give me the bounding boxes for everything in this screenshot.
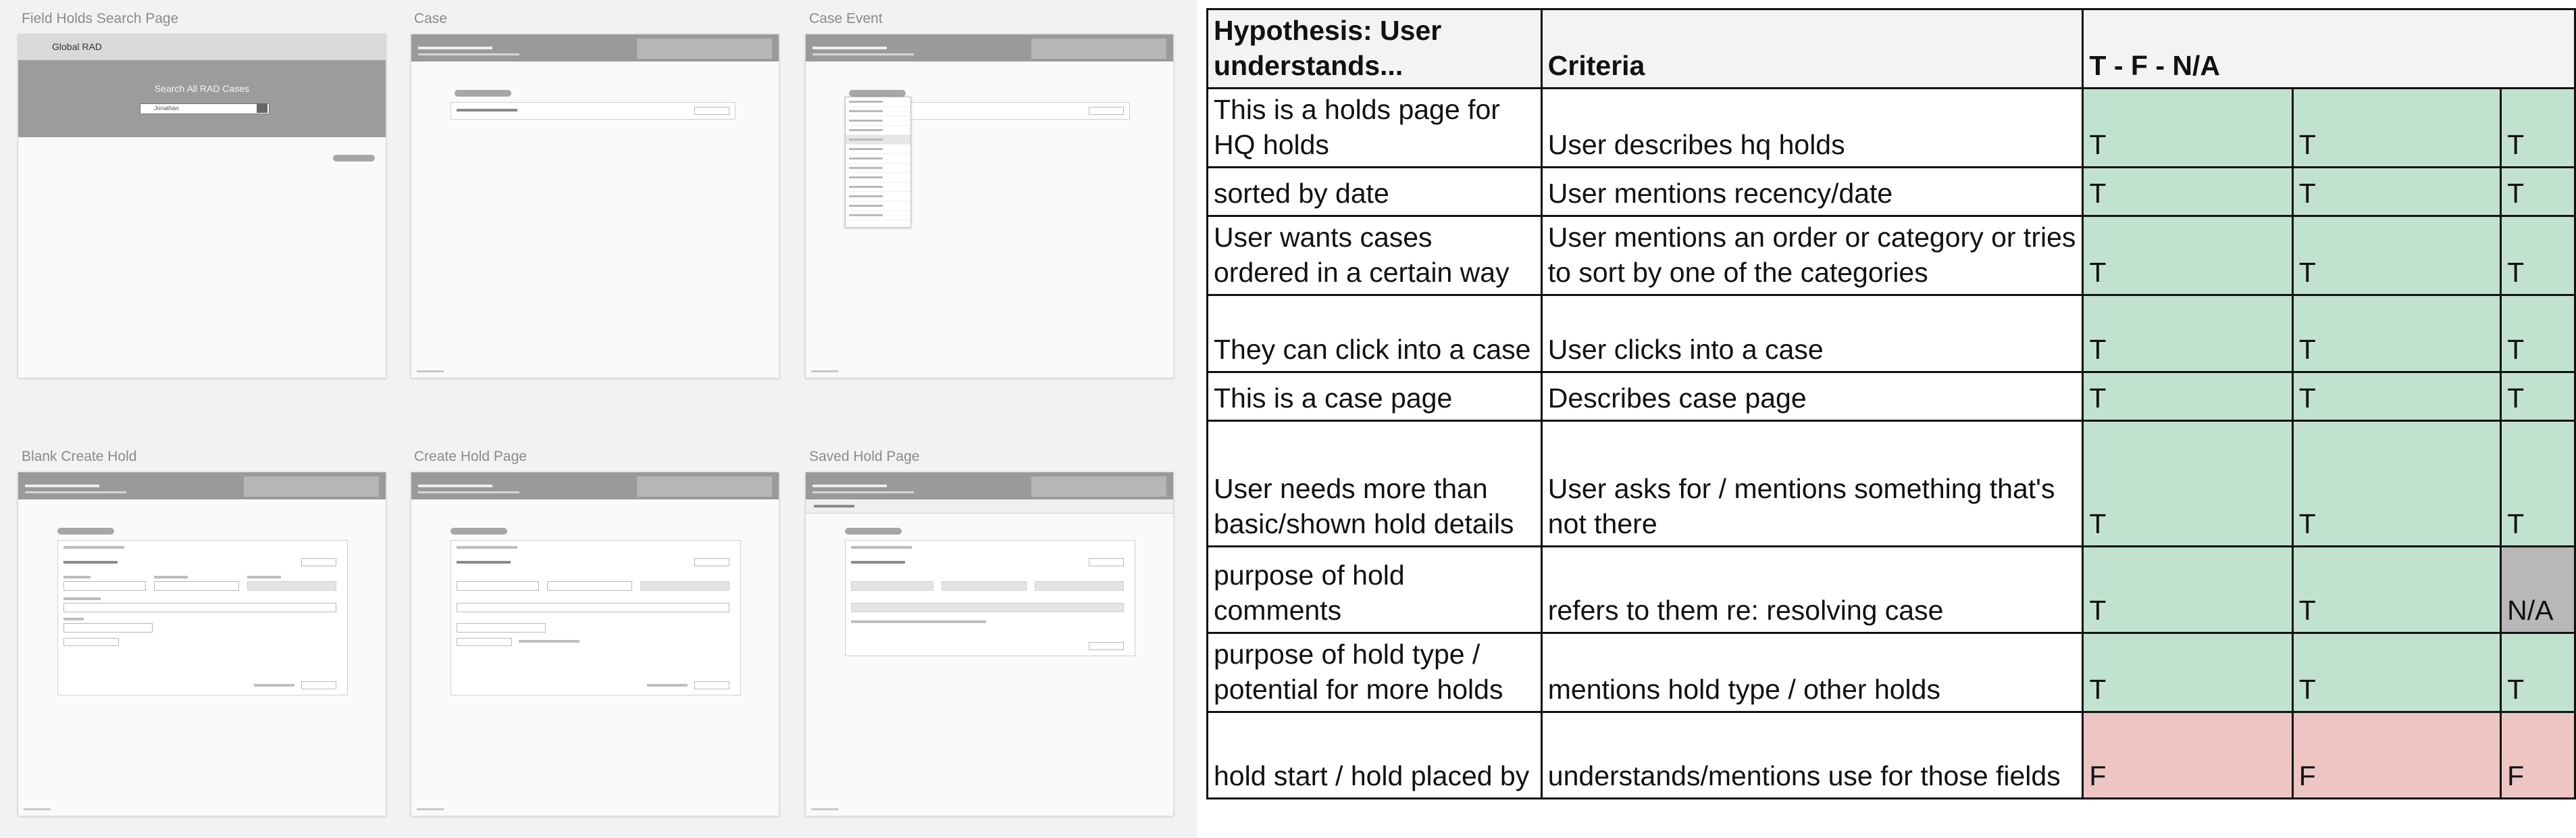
attached-documents-label xyxy=(519,640,579,643)
case-name-placeholder xyxy=(418,47,492,49)
blank-hold-tabs-placeholder xyxy=(25,491,126,493)
saved-hold-info-panel xyxy=(1031,476,1166,497)
result-cell: T xyxy=(2083,421,2292,547)
table-row xyxy=(1208,633,2575,712)
hold-form-card[interactable] xyxy=(57,540,348,695)
interview-worksheet-card[interactable] xyxy=(450,102,736,120)
hold-title-label xyxy=(457,561,511,564)
add-hold-button[interactable] xyxy=(845,528,902,535)
hypothesis-table xyxy=(1206,8,2576,799)
hold-comments-value xyxy=(851,603,1124,612)
case-event-name-placeholder xyxy=(813,47,887,49)
success-toast-text xyxy=(814,505,854,508)
create-hold-name-placeholder xyxy=(418,485,492,487)
event-type-dropdown[interactable] xyxy=(845,97,911,228)
hold-type-select[interactable] xyxy=(63,581,146,591)
hypothesis-cell: This is a holds page for HQ holds xyxy=(1208,89,1542,168)
saved-hold-name-placeholder xyxy=(813,485,887,487)
add-event-button[interactable] xyxy=(849,90,906,97)
blank-hold-name-placeholder xyxy=(25,485,99,487)
worksheet-label xyxy=(63,546,124,549)
table-row xyxy=(1208,712,2575,799)
criteria-cell: understands/mentions use for those fields xyxy=(1541,712,2083,799)
dropdown-option-selected[interactable] xyxy=(846,135,910,145)
criteria-cell: User describes hq holds xyxy=(1541,89,2083,168)
dropdown-option[interactable] xyxy=(846,173,910,182)
saved-hold-tabs-placeholder xyxy=(813,491,914,493)
criteria-cell: refers to them re: resolving case xyxy=(1541,547,2083,633)
worksheet-label xyxy=(457,109,517,112)
frame-footer xyxy=(417,808,444,810)
table-header-row xyxy=(1208,9,2575,89)
result-cell: T xyxy=(2083,547,2292,633)
frame-header-label: Global RAD xyxy=(52,41,102,52)
result-cell: T xyxy=(2292,89,2500,168)
hold-comments-label xyxy=(63,597,101,600)
frame-header-bar xyxy=(18,34,386,60)
hypothesis-cell: purpose of hold comments xyxy=(1208,547,1542,633)
frame-footer xyxy=(811,808,838,810)
frame-field-holds-search[interactable] xyxy=(18,34,386,378)
result-cell: T xyxy=(2501,89,2575,168)
hold-placed-by-label xyxy=(247,576,281,578)
result-cell: T xyxy=(2501,216,2575,295)
table-row xyxy=(1208,421,2575,547)
result-cell: T xyxy=(2083,89,2292,168)
table-body xyxy=(1208,89,2575,799)
result-cell: T xyxy=(2292,421,2500,547)
criteria-cell: Describes case page xyxy=(1541,372,2083,421)
frame-title-saved-hold: Saved Hold Page xyxy=(809,449,920,464)
dropdown-option[interactable] xyxy=(846,201,910,211)
case-event-info-panel xyxy=(1031,39,1166,59)
result-cell: T xyxy=(2292,168,2500,216)
save-button[interactable] xyxy=(301,558,336,566)
result-cell: T xyxy=(2083,216,2292,295)
hold-title-label xyxy=(63,561,118,564)
add-hold-button[interactable] xyxy=(450,528,507,535)
dropdown-option[interactable] xyxy=(846,116,910,126)
result-cell: T xyxy=(2292,216,2500,295)
dropdown-option[interactable] xyxy=(846,107,910,116)
criteria-cell: User clicks into a case xyxy=(1541,295,2083,372)
hold-type-select[interactable] xyxy=(457,581,539,591)
frame-create-hold[interactable] xyxy=(411,472,779,816)
hold-type-value xyxy=(851,581,933,591)
frame-saved-hold[interactable] xyxy=(805,472,1174,816)
table-row xyxy=(1208,168,2575,216)
frame-footer xyxy=(811,370,838,372)
frame-case-event[interactable] xyxy=(805,34,1174,378)
header-result: T - F - N/A xyxy=(2083,9,2575,89)
result-cell: T xyxy=(2501,295,2575,372)
result-cell: T xyxy=(2292,372,2500,421)
blank-hold-header-bar xyxy=(18,472,386,499)
dropdown-option[interactable] xyxy=(846,192,910,201)
case-event-header-bar xyxy=(806,34,1173,61)
edit-button-bottom[interactable] xyxy=(1089,642,1124,650)
table-row xyxy=(1208,295,2575,372)
hold-form-card[interactable] xyxy=(450,540,741,695)
create-hold-tabs-placeholder xyxy=(418,491,519,493)
dropdown-option[interactable] xyxy=(846,154,910,164)
saved-hold-card[interactable] xyxy=(845,540,1135,656)
hold-placed-by-field xyxy=(640,581,729,591)
case-header-bar xyxy=(411,34,779,61)
region-select[interactable] xyxy=(457,623,546,633)
hypothesis-table-wrap xyxy=(1206,8,2576,830)
table-row xyxy=(1208,216,2575,295)
create-hold-header-bar xyxy=(411,472,779,499)
hypothesis-cell: User needs more than basic/shown hold details xyxy=(1208,421,1542,547)
frame-title-blank-create-hold: Blank Create Hold xyxy=(22,449,137,464)
success-toast xyxy=(806,499,1173,514)
criteria-cell: mentions hold type / other holds xyxy=(1541,633,2083,712)
hold-placed-by-value xyxy=(1035,581,1124,591)
table-row xyxy=(1208,89,2575,168)
dropdown-option[interactable] xyxy=(846,164,910,173)
save-button-bottom[interactable] xyxy=(694,681,729,689)
hypothesis-cell: sorted by date xyxy=(1208,168,1542,216)
hold-comments-input[interactable] xyxy=(457,603,729,612)
result-cell: T xyxy=(2292,295,2500,372)
result-cell: T xyxy=(2083,372,2292,421)
frame-footer xyxy=(417,370,444,372)
search-input-value: Jonathan xyxy=(154,105,180,112)
result-cell: T xyxy=(2083,633,2292,712)
region-select[interactable] xyxy=(63,623,153,633)
attached-documents-label xyxy=(851,620,986,623)
hold-start-input[interactable] xyxy=(154,581,239,591)
hypothesis-cell: This is a case page xyxy=(1208,372,1542,421)
hypothesis-cell: User wants cases ordered in a certain way xyxy=(1208,216,1542,295)
result-cell: T xyxy=(2501,633,2575,712)
region-label xyxy=(63,618,84,620)
create-case-button[interactable] xyxy=(333,155,375,162)
result-cell: F xyxy=(2083,712,2292,799)
frame-title-search: Field Holds Search Page xyxy=(22,11,179,26)
case-tabs-placeholder xyxy=(418,53,519,55)
search-hero-text: Search All RAD Cases xyxy=(154,83,250,94)
add-hold-button[interactable] xyxy=(57,528,114,535)
hold-start-value xyxy=(942,581,1027,591)
search-hero xyxy=(18,60,386,137)
header-criteria: Criteria xyxy=(1541,9,2083,89)
create-hold-info-panel xyxy=(637,476,772,497)
hold-start-label xyxy=(154,576,188,578)
hypothesis-cell: They can click into a case xyxy=(1208,295,1542,372)
table-row xyxy=(1208,547,2575,633)
result-cell: T xyxy=(2501,168,2575,216)
criteria-cell: User mentions recency/date xyxy=(1541,168,2083,216)
hypothesis-cell: purpose of hold type / potential for more holds xyxy=(1208,633,1542,712)
saved-hold-header-bar xyxy=(806,472,1173,499)
frame-title-create-hold: Create Hold Page xyxy=(414,449,527,464)
search-button[interactable] xyxy=(257,103,267,113)
result-cell: T xyxy=(2501,372,2575,421)
search-input[interactable] xyxy=(140,103,269,114)
dropdown-option[interactable] xyxy=(846,182,910,192)
hold-type-label xyxy=(63,576,91,578)
frame-title-case: Case xyxy=(414,11,448,26)
result-cell: T xyxy=(2083,295,2292,372)
result-cell: T xyxy=(2083,168,2292,216)
frame-title-case-event: Case Event xyxy=(809,11,883,26)
add-documents-button[interactable] xyxy=(457,638,512,646)
result-cell: F xyxy=(2292,712,2500,799)
criteria-cell: User asks for / mentions something that's not there xyxy=(1541,421,2083,547)
add-documents-button[interactable] xyxy=(63,638,119,646)
blank-hold-info-panel xyxy=(244,476,379,497)
hypothesis-cell: hold start / hold placed by xyxy=(1208,712,1542,799)
edit-button[interactable] xyxy=(1089,558,1124,566)
result-cell: T xyxy=(2501,421,2575,547)
frame-footer xyxy=(24,808,51,810)
hold-start-input[interactable] xyxy=(547,581,632,591)
dropdown-option[interactable] xyxy=(846,126,910,135)
dropdown-option[interactable] xyxy=(846,211,910,220)
header-hypothesis: Hypothesis: User understands... xyxy=(1208,9,1542,89)
frame-case[interactable] xyxy=(411,34,779,378)
result-cell: T xyxy=(2292,633,2500,712)
save-button-bottom[interactable] xyxy=(301,681,336,689)
result-cell: N/A xyxy=(2501,547,2575,633)
case-info-panel xyxy=(637,39,772,59)
worksheet-label xyxy=(851,546,912,549)
dropdown-option[interactable] xyxy=(846,97,910,107)
result-cell: T xyxy=(2292,547,2500,633)
frame-blank-create-hold[interactable] xyxy=(18,472,386,816)
save-button[interactable] xyxy=(694,558,729,566)
dropdown-option[interactable] xyxy=(846,145,910,154)
table-row xyxy=(1208,372,2575,421)
hold-title-label xyxy=(851,561,905,564)
result-cell: F xyxy=(2501,712,2575,799)
cancel-and-discard-link[interactable] xyxy=(254,684,294,687)
case-event-tabs-placeholder xyxy=(813,53,914,55)
wireframe-board xyxy=(0,0,1197,838)
worksheet-label xyxy=(457,546,517,549)
hold-placed-by-field xyxy=(247,581,336,591)
hold-comments-input[interactable] xyxy=(63,603,336,612)
worksheet-action[interactable] xyxy=(694,107,729,115)
add-hold-button[interactable] xyxy=(455,90,511,97)
criteria-cell: User mentions an order or category or tries to sort by one of the categories xyxy=(1541,216,2083,295)
event-card-action[interactable] xyxy=(1089,107,1124,115)
cancel-and-discard-link[interactable] xyxy=(647,684,688,687)
